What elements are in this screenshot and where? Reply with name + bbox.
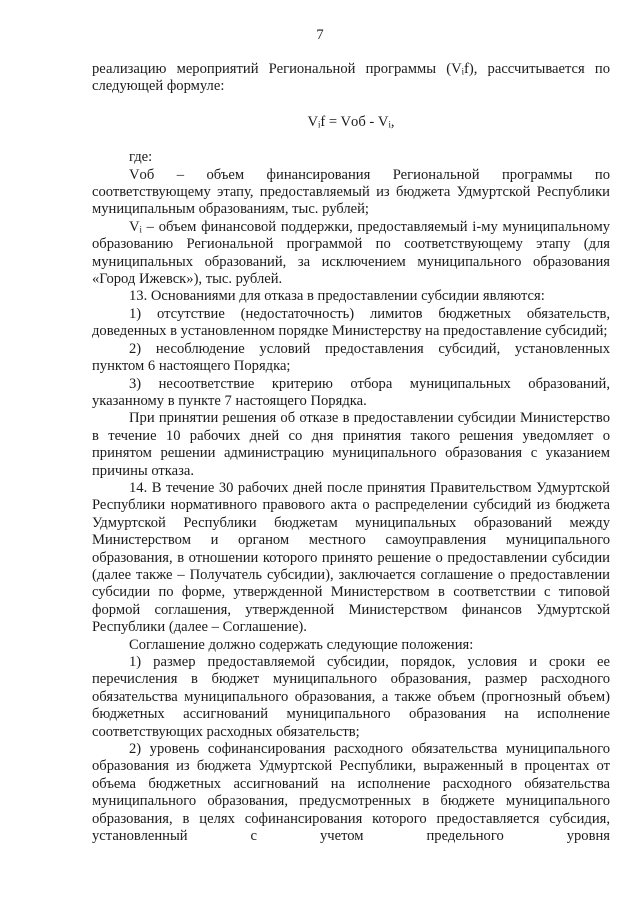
definition-v-ob: Vоб – объем финансирования Региональной программы по соответствующему этапу, предоставляемый из бюджета Удмуртской Республики муниципальным образованиям, тыс. рублей; — [92, 166, 610, 218]
section-13-item-1: 1) отсутствие (недостаточность) лимитов бюджетных обязательств, доведенных в установленном порядке Министерству на предоставление субсидий; — [92, 305, 610, 340]
section-13-item-2: 2) несоблюдение условий предоставления субсидий, установленных пунктом 6 настоящего Порядка; — [92, 340, 610, 375]
page-number: 7 — [316, 27, 324, 43]
intro-paragraph: реализацию мероприятий Региональной программы (Vᵢf), рассчитывается по следующей формуле: — [92, 61, 610, 95]
agreement-intro: Соглашение должно содержать следующие положения: — [129, 636, 474, 653]
section-13-title: 13. Основаниями для отказа в предоставлении субсидии являются: — [129, 288, 545, 305]
definition-v-i: Vᵢ – объем финансовой поддержки, предоставляемый i-му муниципальному образованию Региональной программой по соответствующему этапу (для муниципальных образований, за исключением муниципального образования «Город Ижевск»), тыс. рублей. — [92, 218, 610, 288]
agreement-provision-1: 1) размер предоставляемой субсидии, порядок, условия и сроки ее перечисления в бюджет муниципального образования, размер расходного обязательства муниципального образования, а также объем (прогнозный объем) бюджетных ассигнований муниципального образования на исполнение соответствующих расходных обязательств; — [92, 654, 610, 740]
document-body — [92, 61, 610, 845]
section-13-item-3: 3) несоответствие критерию отбора муниципальных образований, указанному в пункте 7 настоящего Порядка. — [92, 375, 610, 409]
agreement-provision-2: 2) уровень софинансирования расходного обязательства муниципального образования из бюджета Удмуртской Республики, выраженный в процентах от объема бюджетных ассигнований на исполнение расходного обязательства муниципального образования, предусмотренных в бюджете муниципального образования, в целях софинансирования которого предоставляется субсидия, установленный с учетом предельного уровня — [92, 741, 610, 845]
where-label: где: — [129, 149, 153, 166]
formula: Vᵢf = Vоб - Vᵢ, — [307, 113, 395, 130]
refusal-paragraph: При принятии решения об отказе в предоставлении субсидии Министерство в течение 10 рабочих дней со дня принятия такого решения уведомляет о принятом решении администрацию муниципального образования с указанием причины отказа. — [92, 410, 610, 479]
section-14-paragraph: 14. В течение 30 рабочих дней после принятия Правительством Удмуртской Республики нормативного правового акта о распределении субсидий из бюджета Удмуртской Республики бюджетам муниципальных образований между Министерством и органом местного самоуправления муниципального образования, в отношении которого принято решение о предоставлении субсидии (далее также – Получатель субсидии), заключается соглашение о предоставлении субсидии по форме, утвержденной Министерством в соответствии с типовой формой соглашения, утвержденной Министерством финансов Удмуртской Республики (далее – Соглашение). — [92, 479, 610, 636]
